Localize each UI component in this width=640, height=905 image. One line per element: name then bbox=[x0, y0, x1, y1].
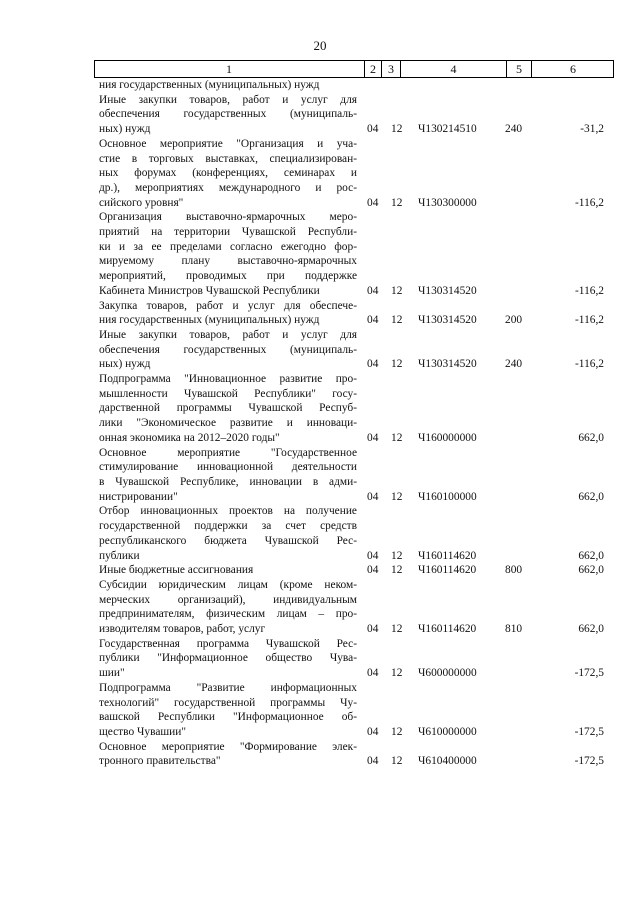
header-divider bbox=[531, 61, 532, 77]
row-description bbox=[99, 372, 357, 446]
row-description bbox=[99, 299, 357, 328]
cell-c3: 12 bbox=[391, 196, 403, 209]
description-line: вашской Республики "Информационное об- bbox=[99, 711, 357, 724]
description-line: Кабинета Министров Чувашской Республики bbox=[99, 284, 320, 297]
cell-c2: 04 bbox=[367, 284, 379, 297]
table-row bbox=[0, 78, 640, 93]
cell-c3: 12 bbox=[391, 623, 403, 636]
description-line: Отбор инновационных проектов на получение bbox=[99, 505, 357, 518]
table-row bbox=[0, 210, 640, 298]
cell-c4: Ч160114620 bbox=[418, 564, 477, 577]
cell-c2: 04 bbox=[367, 725, 379, 738]
cell-c2: 04 bbox=[367, 549, 379, 562]
cell-c4: Ч610000000 bbox=[418, 725, 477, 738]
description-line: Организация выставочно-ярмарочных меро- bbox=[99, 211, 357, 224]
description-line: обеспечения государственных (муниципаль- bbox=[99, 108, 357, 121]
row-description bbox=[99, 328, 357, 372]
cell-c3: 12 bbox=[391, 431, 403, 444]
description-line: Основное мероприятие "Формирование элек- bbox=[99, 740, 357, 753]
cell-c3: 12 bbox=[391, 123, 403, 136]
cell-c5: 200 bbox=[505, 314, 523, 327]
description-line: дарственной программы Чувашской Респуб- bbox=[99, 402, 357, 415]
table-row bbox=[0, 637, 640, 681]
cell-c6: 662,0 bbox=[578, 490, 604, 503]
description-line: тронного правительства" bbox=[99, 755, 221, 768]
table-body bbox=[0, 78, 640, 769]
description-line: республиканского бюджета Чувашской Рес- bbox=[99, 534, 357, 547]
description-line: обеспечения государственных (муниципаль- bbox=[99, 343, 357, 356]
header-divider bbox=[613, 61, 614, 77]
description-line: лики "Экономическое развитие и инноваци- bbox=[99, 417, 357, 430]
page-number: 20 bbox=[313, 38, 327, 53]
cell-c3: 12 bbox=[391, 358, 403, 371]
cell-c5: 810 bbox=[505, 623, 523, 636]
header-divider bbox=[506, 61, 507, 77]
description-line: ния государственных (муниципальных) нужд bbox=[99, 314, 320, 327]
description-line: Иные закупки товаров, работ и услуг для bbox=[99, 328, 357, 341]
cell-c2: 04 bbox=[367, 564, 379, 577]
cell-c6: -116,2 bbox=[575, 196, 604, 209]
cell-c6: -172,5 bbox=[574, 725, 604, 738]
description-line: сийского уровня" bbox=[99, 196, 184, 209]
description-line: ния государственных (муниципальных) нужд bbox=[99, 79, 320, 91]
cell-c3: 12 bbox=[391, 314, 403, 327]
cell-c5: 240 bbox=[505, 123, 523, 136]
row-description bbox=[99, 78, 357, 93]
table-row bbox=[0, 328, 640, 372]
description-line: стие в торговых выставках, специализирован- bbox=[99, 152, 357, 165]
cell-c4: Ч160114620 bbox=[418, 549, 477, 562]
description-line: Субсидии юридическим лицам (кроме неком- bbox=[99, 578, 357, 591]
description-line: мышленности Чувашской Республики" госу- bbox=[99, 387, 357, 400]
description-line: Подпрограмма "Развитие информационных bbox=[99, 681, 357, 694]
cell-c3: 12 bbox=[391, 549, 403, 562]
cell-c6: -116,2 bbox=[575, 358, 604, 371]
row-description bbox=[99, 578, 357, 637]
table-row bbox=[0, 446, 640, 505]
cell-c5: 800 bbox=[505, 564, 523, 577]
row-description bbox=[99, 637, 357, 681]
row-description bbox=[99, 563, 357, 578]
description-line: Иные бюджетные ассигнования bbox=[99, 564, 254, 577]
description-line: приятий на территории Чувашской Республи- bbox=[99, 226, 357, 239]
cell-c3: 12 bbox=[391, 564, 403, 577]
description-line: технологий" государственной программы Чу- bbox=[99, 696, 357, 709]
description-line: ки и за ее пределами согласно ежегодно фор- bbox=[99, 240, 357, 253]
cell-c2: 04 bbox=[367, 667, 379, 680]
description-line: онная экономика на 2012–2020 годы" bbox=[99, 431, 280, 444]
cell-c4: Ч130314520 bbox=[418, 314, 477, 327]
cell-c6: 662,0 bbox=[578, 623, 604, 636]
header-col-6: 6 bbox=[570, 62, 576, 76]
row-description bbox=[99, 210, 357, 298]
description-line: ных форумах (конференциях, семинарах и bbox=[99, 167, 357, 180]
cell-c3: 12 bbox=[391, 667, 403, 680]
cell-c4: Ч160114620 bbox=[418, 623, 477, 636]
cell-c6: -116,2 bbox=[575, 314, 604, 327]
table-row bbox=[0, 93, 640, 137]
description-line: ных) нужд bbox=[99, 123, 151, 136]
description-line: Основное мероприятие "Государственное bbox=[99, 446, 357, 459]
cell-c2: 04 bbox=[367, 123, 379, 136]
description-line: шии" bbox=[99, 667, 125, 680]
cell-c4: Ч610400000 bbox=[418, 755, 477, 768]
header-col-4: 4 bbox=[450, 62, 457, 76]
description-line: Основное мероприятие "Организация и уча- bbox=[99, 137, 357, 150]
table-header bbox=[94, 60, 614, 78]
header-col-2: 2 bbox=[370, 62, 376, 76]
description-line: публики bbox=[99, 549, 140, 562]
cell-c4: Ч130314520 bbox=[418, 284, 477, 297]
cell-c6: 662,0 bbox=[578, 431, 604, 444]
table-row bbox=[0, 578, 640, 637]
table-row bbox=[0, 504, 640, 563]
header-col-5: 5 bbox=[516, 62, 522, 76]
cell-c6: -172,5 bbox=[574, 667, 604, 680]
description-line: в Чувашской Республике, инновации в адми- bbox=[99, 475, 357, 488]
description-line: ных) нужд bbox=[99, 358, 151, 371]
description-line: изводителям товаров, работ, услуг bbox=[99, 623, 266, 636]
cell-c3: 12 bbox=[391, 284, 403, 297]
row-description bbox=[99, 446, 357, 505]
description-line: щество Чувашии" bbox=[99, 725, 186, 738]
cell-c5: 240 bbox=[505, 358, 523, 371]
table-row bbox=[0, 137, 640, 211]
cell-c2: 04 bbox=[367, 196, 379, 209]
cell-c6: 662,0 bbox=[578, 549, 604, 562]
cell-c6: -116,2 bbox=[575, 284, 604, 297]
description-line: предпринимателям, физическим лицам – про- bbox=[99, 608, 357, 621]
cell-c4: Ч160100000 bbox=[418, 490, 477, 503]
cell-c3: 12 bbox=[391, 755, 403, 768]
description-line: стимулирование инновационной деятельности bbox=[99, 461, 357, 474]
cell-c2: 04 bbox=[367, 623, 379, 636]
description-line: др.), мероприятиях международного и рос- bbox=[99, 181, 357, 194]
header-divider bbox=[364, 61, 365, 77]
description-line: мероприятий, проводимых при поддержке bbox=[99, 270, 357, 283]
description-line: Подпрограмма "Инновационное развитие про- bbox=[99, 373, 357, 386]
description-line: государственной поддержки за счет средств bbox=[99, 520, 357, 533]
cell-c2: 04 bbox=[367, 431, 379, 444]
cell-c4: Ч160000000 bbox=[418, 431, 477, 444]
table-row bbox=[0, 740, 640, 769]
cell-c4: Ч130314520 bbox=[418, 358, 477, 371]
header-divider bbox=[381, 61, 382, 77]
description-line: Закупка товаров, работ и услуг для обеспече- bbox=[99, 299, 357, 312]
cell-c4: Ч130300000 bbox=[418, 196, 477, 209]
table-row bbox=[0, 372, 640, 446]
cell-c6: -31,2 bbox=[580, 123, 604, 136]
description-line: мерческих организаций), индивидуальным bbox=[99, 593, 357, 606]
row-description bbox=[99, 93, 357, 137]
cell-c6: -172,5 bbox=[574, 755, 604, 768]
cell-c3: 12 bbox=[391, 725, 403, 738]
table-row bbox=[0, 299, 640, 328]
header-col-1: 1 bbox=[226, 62, 232, 76]
header-divider bbox=[94, 61, 95, 77]
cell-c2: 04 bbox=[367, 358, 379, 371]
header-divider bbox=[400, 61, 401, 77]
description-line: публики "Информационное общество Чува- bbox=[99, 652, 357, 665]
row-description bbox=[99, 137, 357, 211]
cell-c2: 04 bbox=[367, 314, 379, 327]
row-description bbox=[99, 504, 357, 563]
cell-c3: 12 bbox=[391, 490, 403, 503]
cell-c2: 04 bbox=[367, 755, 379, 768]
row-description bbox=[99, 740, 357, 769]
description-line: нистрировании" bbox=[99, 490, 178, 503]
cell-c4: Ч130214510 bbox=[418, 123, 477, 136]
header-col-3: 3 bbox=[388, 62, 394, 76]
table-row bbox=[0, 563, 640, 578]
table-row bbox=[0, 681, 640, 740]
description-line: Государственная программа Чувашской Рес- bbox=[99, 637, 357, 650]
description-line: Иные закупки товаров, работ и услуг для bbox=[99, 93, 357, 106]
cell-c2: 04 bbox=[367, 490, 379, 503]
cell-c4: Ч600000000 bbox=[418, 667, 477, 680]
description-line: мируемому плану выставочно-ярмарочных bbox=[99, 255, 357, 268]
cell-c6: 662,0 bbox=[578, 564, 604, 577]
row-description bbox=[99, 681, 357, 740]
